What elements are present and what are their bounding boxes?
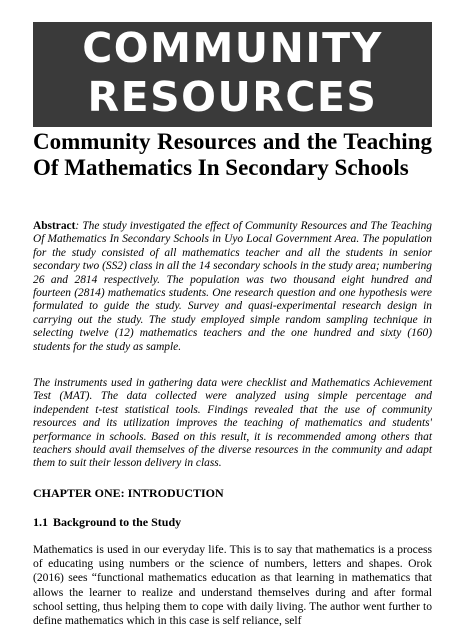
abstract-paragraph <box>33 220 432 354</box>
section-heading <box>33 515 181 529</box>
abstract-text: : The study investigated the effect of Community Resources and The Teaching Of Mathematics In Secondary Schools in Uyo Local Government Area. The population for the study consisted of all mathematics teacher and all the students in senior secondary two (SS2) class in all the 14 secondary schools in the study area; numbering 26 and 2814 respectively. The population was two thousand eight hundred and fourteen (2814) mathematics students. One research question and one hypothesis were formulated to guide the study. Survey and quasi-experimental research design in carrying out the study. The study employed simple random sampling technique in selecting twelve (12) mathematics teachers and the one hundred and sixty (160) students for the study as sample. <box>33 220 432 353</box>
section-title: Background to the Study <box>53 515 182 529</box>
body-paragraph: Mathematics is used in our everyday life. This is to say that mathematics is a process of educating using numbers or the science of numbers, letters and shapes. Orok (2016) sees “functional mathematics education as that learning in mathematics that allows the learner to realize and understand themselves during and after formal school setting, thus helping them to cope with daily living. The author went further to define mathematics which in this case is self reliance, self <box>33 543 432 627</box>
banner-line-2: RESOURCES <box>87 73 378 121</box>
document-title: Community Resources and the Teaching Of Mathematics In Secondary Schools <box>33 129 432 180</box>
community-resources-banner <box>33 22 432 127</box>
section-number: 1.1 <box>33 515 48 529</box>
banner-line-1: COMMUNITY <box>82 24 383 72</box>
abstract-paragraph-2: The instruments used in gathering data were checklist and Mathematics Achievement Test (MAT). The data collected were analyzed using simple percentage and independent t-test statistical tools. Findings revealed that the use of community resources and its utilization improves the teaching of mathematics and students' performance in schools. Based on this result, it is recommended among others that teachers should avail themselves of the diverse resources in the community and adapt them to suit their lesson delivery in class. <box>33 377 432 470</box>
abstract-label: Abstract <box>33 220 76 232</box>
chapter-heading: CHAPTER ONE: INTRODUCTION <box>33 486 224 500</box>
